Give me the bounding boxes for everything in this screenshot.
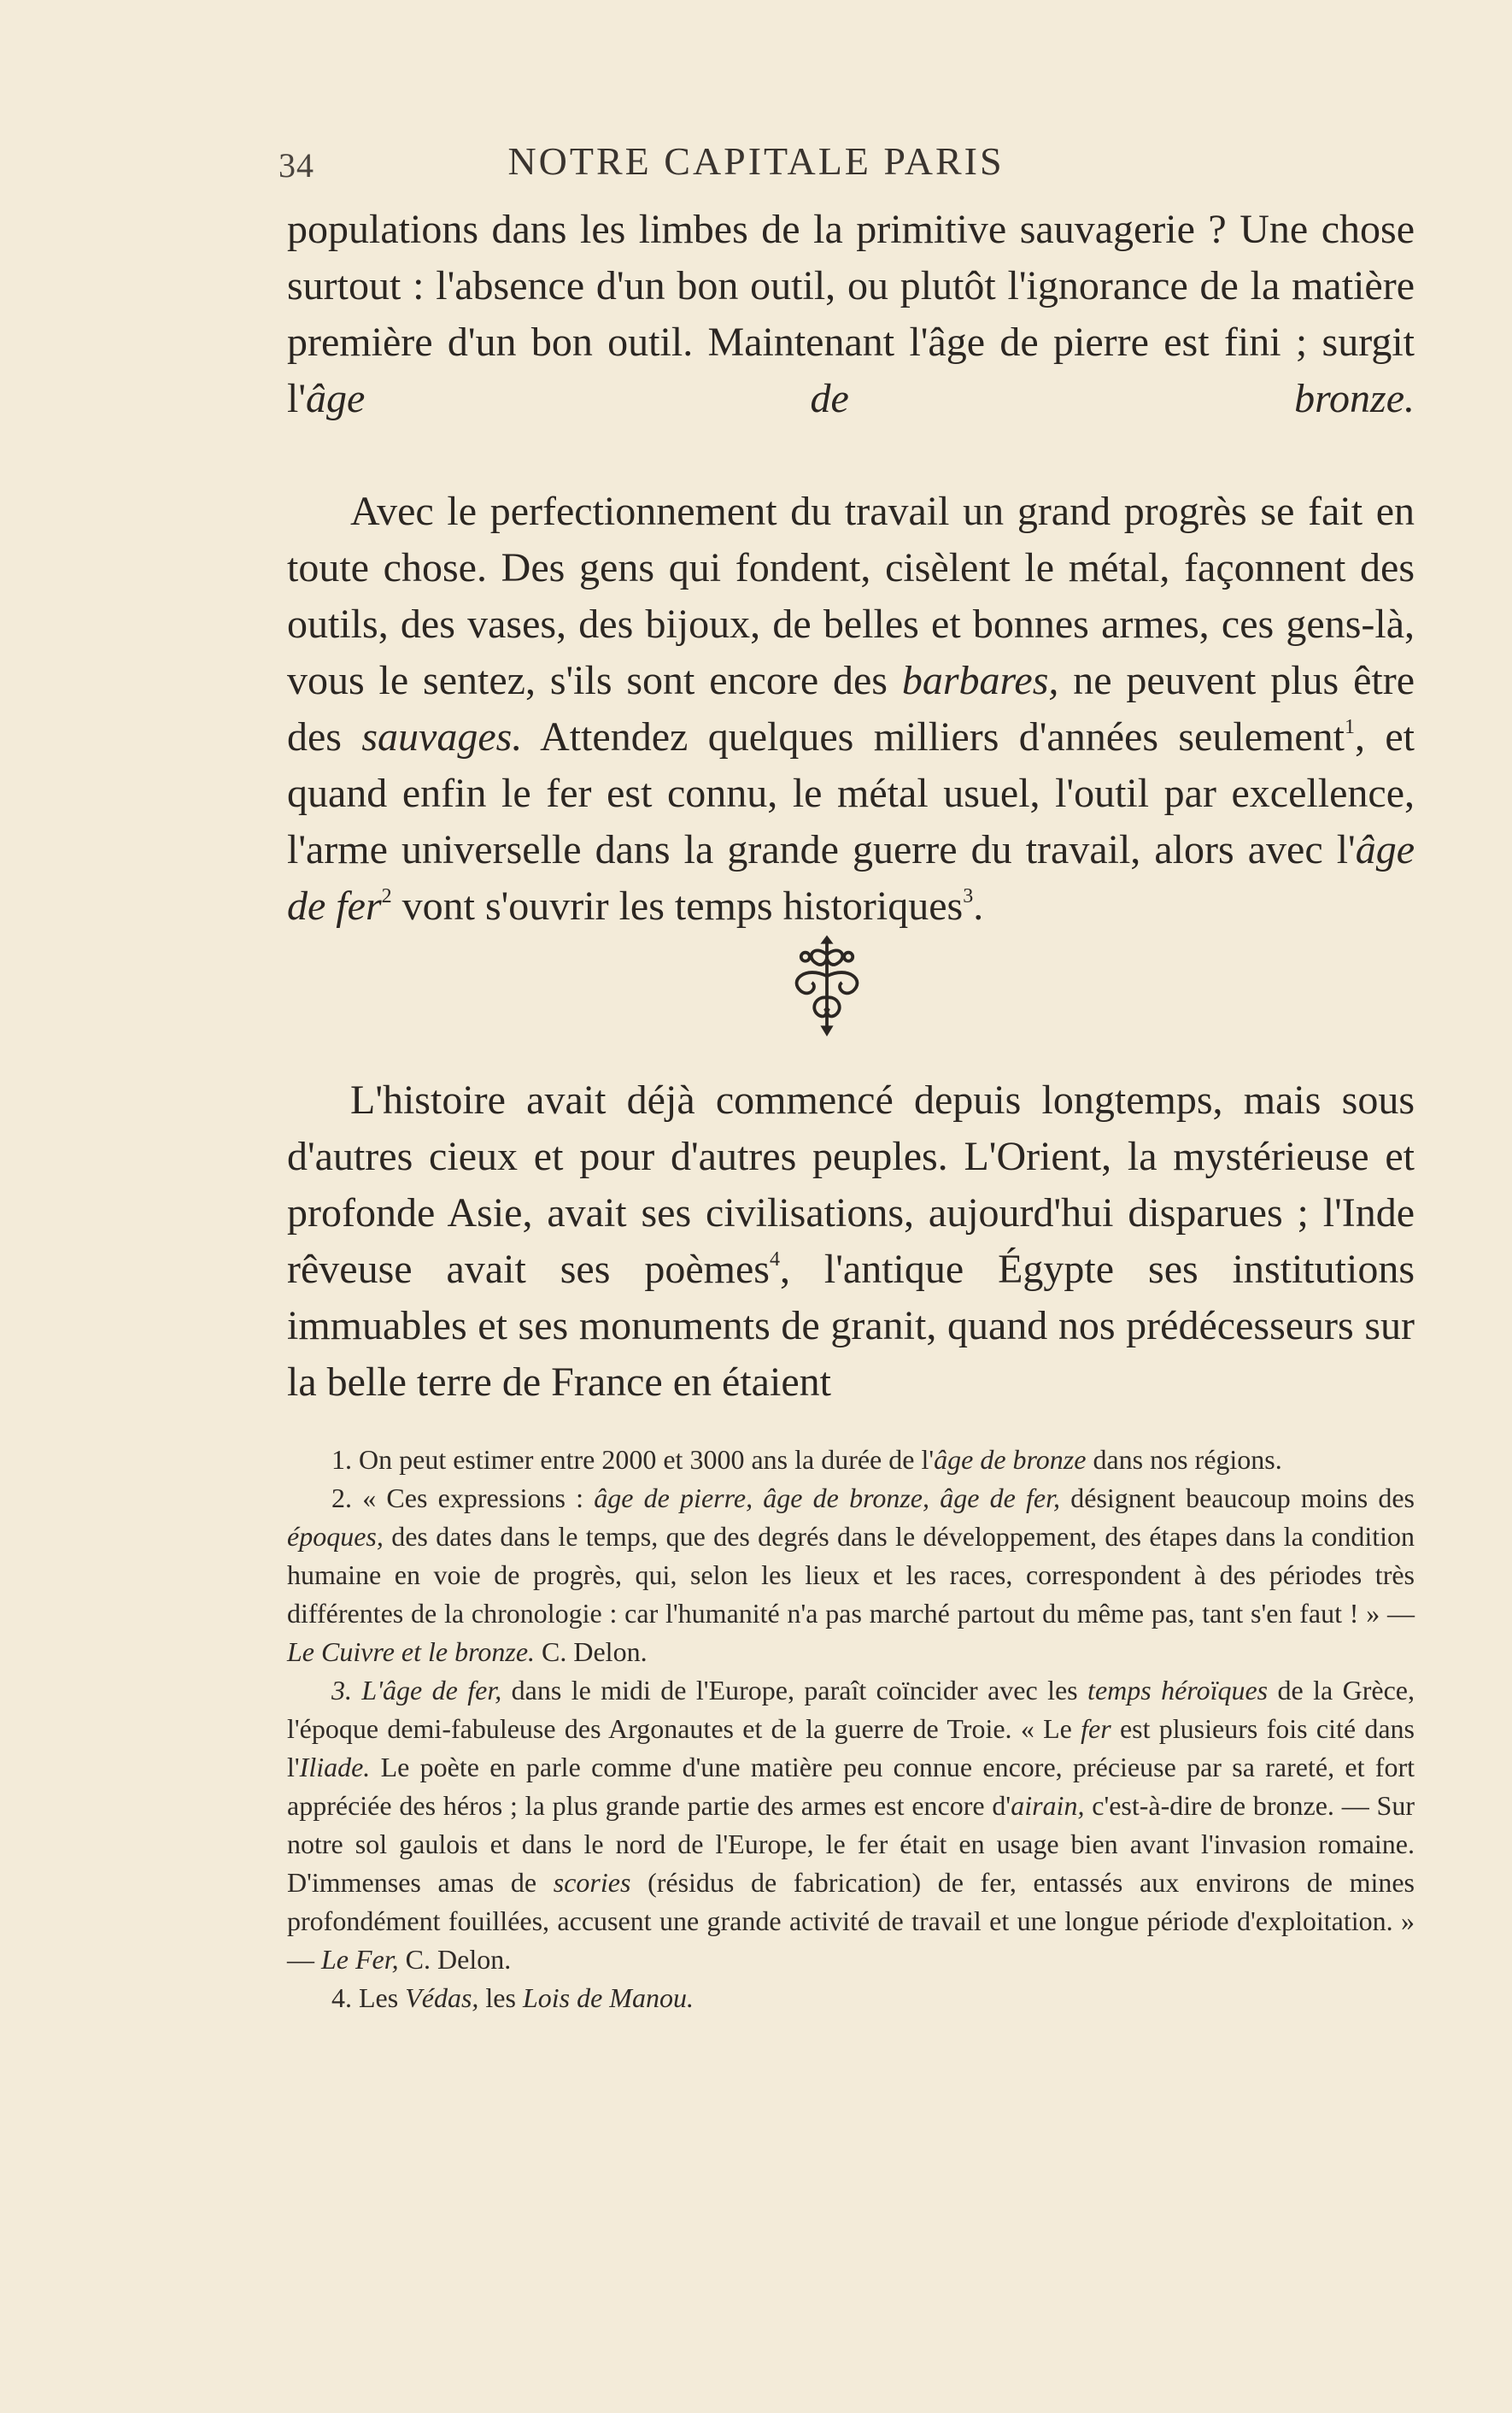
page-number: 34	[278, 146, 314, 185]
paragraph-3: L'histoire avait déjà commencé depuis longtemps, mais sous d'autres cieux et pour d'autres peuples. L'Orient, la mystérieuse et profonde Asie, avait ses civilisations, aujourd'hui disparues ; l'Inde rêveuse avait ses poèmes$^4$, l'antique Égypte ses institutions immuables et ses monuments de granit, quand nos prédécesseurs sur la belle terre de France en étaient	[287, 1077, 1415, 1405]
body-section-2	[287, 1072, 1415, 1411]
footnotes	[287, 1441, 1415, 2017]
paragraph-2: Avec le perfectionnement du travail un grand progrès se fait en toute chose. Des gens qui fondent, cisèlent le métal, façonnent des outils, des vases, des bijoux, de belles et bonnes armes, ces gens-là, vous le sentez, s'ils sont encore des barbares, ne peuvent plus être des sauvages. Attendez quelques milliers d'années seulement$^1$, et quand enfin le fer est connu, le métal usuel, l'outil par excellence, l'arme universelle dans la grande guerre du travail, alors avec l'âge de fer$^2$ vont s'ouvrir les temps historiques$^3$.	[287, 489, 1415, 929]
footnote-1: 1. On peut estimer entre 2000 et 3000 ans la durée de l'âge de bronze dans nos régions.	[331, 1444, 1282, 1475]
footnote-ref-4[interactable]: 4	[769, 1248, 780, 1271]
body-section-1	[287, 202, 1415, 935]
fleuron-ornament-icon	[773, 933, 881, 1041]
footnote-ref-2[interactable]: 2	[381, 885, 392, 907]
footnote-3: 3. L'âge de fer, dans le midi de l'Europe, paraît coïncider avec les temps héroïques de la Grèce, l'époque demi-fabuleuse des Argonautes et de la guerre de Troie. « Le fer est plusieurs fois cité dans l'Iliade. Le poète en parle comme d'une matière peu connue encore, précieuse par sa rareté, et fort appréciée des héros ; la plus grande partie des armes est encore d'airain, c'est-à-dire de bronze. — Sur notre sol gaulois et dans le nord de l'Europe, le fer était en usage bien avant l'invasion romaine. D'immenses amas de scories (résidus de fabrication) de fer, entassés aux environs de mines profondément fouillées, accusent une grande activité de travail et une longue période d'exploitation. » — Le Fer, C. Delon.	[287, 1675, 1415, 1975]
running-head: NOTRE CAPITALE PARIS	[507, 139, 1005, 183]
footnote-ref-3[interactable]: 3	[963, 885, 974, 907]
footnote-ref-1[interactable]: 1	[1344, 716, 1355, 738]
footnote-2: 2. « Ces expressions : âge de pierre, âge de bronze, âge de fer, désignent beaucoup moins des époques, des dates dans le temps, que des degrés dans le développement, des étapes dans la condition humaine en voie de progrès, qui, selon les lieux et les races, correspondent à des périodes très différentes de la chronologie : car l'humanité n'a pas marché partout du même pas, tant s'en faut ! » — Le Cuivre et le bronze. C. Delon.	[287, 1482, 1415, 1667]
footnote-4: 4. Les Védas, les Lois de Manou.	[331, 1982, 694, 2013]
paragraph-1: populations dans les limbes de la primitive sauvagerie ? Une chose surtout : l'absence d'un bon outil, ou plutôt l'ignorance de la matière première d'un bon outil. Maintenant l'âge de pierre est fini ; surgit l'âge de bronze.	[287, 207, 1415, 421]
